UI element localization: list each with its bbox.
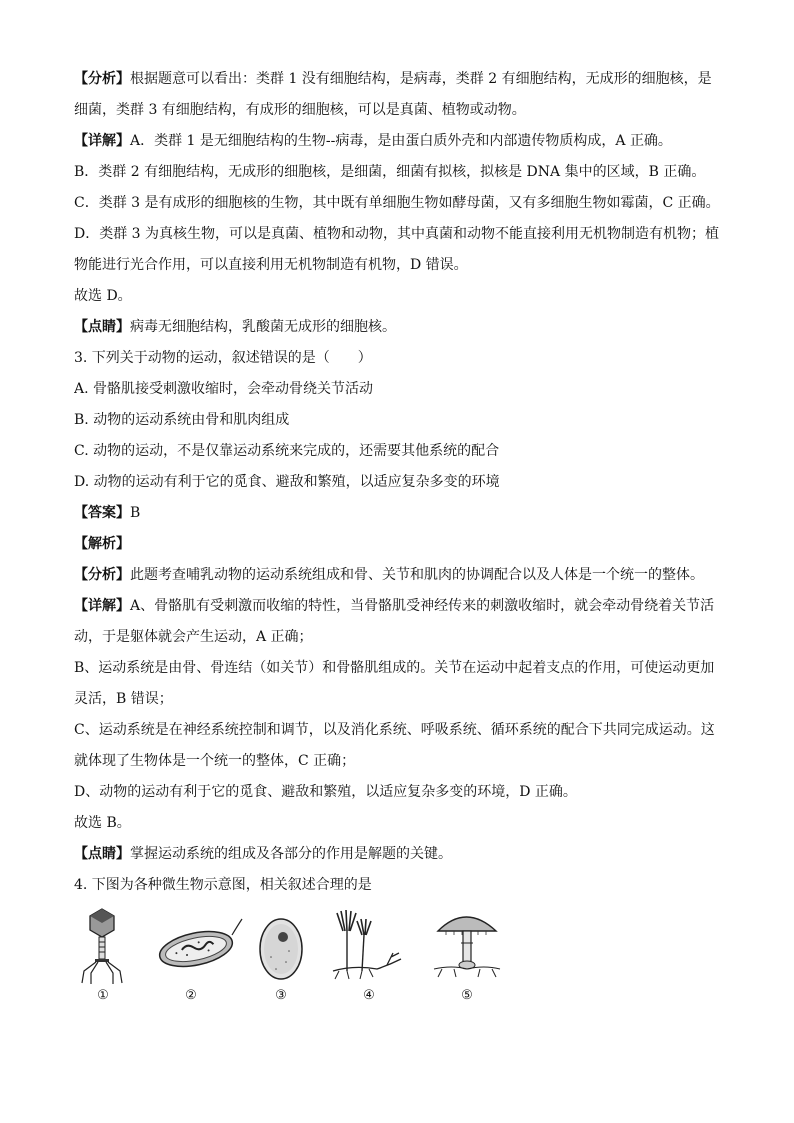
mushroom-icon	[432, 907, 502, 985]
tip-tag: 【点睛】	[74, 319, 130, 335]
q3-stem: 3. 下列关于动物的运动，叙述错误的是（ ）	[74, 350, 372, 366]
analysis-tag: 【分析】	[74, 71, 130, 87]
figure-label-5: ⑤	[461, 988, 473, 1003]
answer-tag: 【答案】	[74, 505, 130, 521]
q3-detail-d: D、动物的运动有利于它的觅食、避敌和繁殖，以适应复杂多变的环境，D 正确。	[74, 784, 577, 800]
q3-option-a: A. 骨骼肌接受刺激收缩时，会牵动骨绕关节活动	[74, 381, 374, 397]
q3-detail-a	[74, 591, 724, 653]
detail-a-text: A、骨骼肌有受刺激而收缩的特性，当骨骼肌受神经传来的刺激收缩时，就会牵动骨绕着关节活动，于是躯体就会产生运动，A 正确；	[74, 598, 715, 645]
q4-stem: 4. 下图为各种微生物示意图，相关叙述合理的是	[74, 877, 372, 893]
detail-tag: 【详解】	[74, 598, 130, 614]
tip-tag: 【点睛】	[74, 846, 130, 862]
tip-text: 病毒无细胞结构，乳酸菌无成形的细胞核。	[130, 319, 396, 335]
analysis-text: 根据题意可以看出：类群 1 没有细胞结构，是病毒，类群 2 有细胞结构，无成形的细胞核，是细菌，类群 3 有细胞结构，有成形的细胞核，可以是真菌、植物或动物。	[74, 71, 712, 118]
q3-option-c: C. 动物的运动，不是仅靠运动系统来完成的，还需要其他系统的配合	[74, 443, 500, 459]
q2-detail-a	[74, 126, 724, 157]
q3-explain-tag: 【解析】	[74, 536, 130, 552]
figure-label-3: ③	[275, 988, 287, 1003]
q3-detail-b: B、运动系统是由骨、骨连结（如关节）和骨骼肌组成的。关节在运动中起着支点的作用，可使运动更加灵活，B 错误；	[74, 660, 715, 707]
q3-option-b: B. 动物的运动系统由骨和肌肉组成	[74, 412, 290, 428]
bacterium-icon	[156, 907, 246, 985]
analysis-tag: 【分析】	[74, 567, 130, 583]
document-content	[74, 64, 724, 1007]
q2-analysis	[74, 64, 724, 126]
q3-detail-c: C、运动系统是在神经系统控制和调节，以及消化系统、呼吸系统、循环系统的配合下共同完成运动。这就体现了生物体是一个统一的整体，C 正确；	[74, 722, 715, 769]
microbe-figures	[74, 907, 724, 1007]
tip-text: 掌握运动系统的组成及各部分的作用是解题的关键。	[130, 846, 452, 862]
yeast-cell-icon	[256, 907, 306, 985]
mold-icon	[329, 907, 409, 985]
q3-option-d: D. 动物的运动有利于它的觅食、避敌和繁殖，以适应复杂多变的环境	[74, 474, 500, 490]
phage-icon	[76, 907, 128, 985]
q2-conclusion: 故选 D。	[74, 288, 132, 304]
detail-a-text: A．类群 1 是无细胞结构的生物--病毒，是由蛋白质外壳和内部遗传物质构成，A 正确。	[130, 133, 672, 149]
answer-value: B	[130, 505, 141, 521]
figure-label-1: ①	[97, 988, 109, 1003]
q3-answer	[74, 498, 724, 529]
figure-label-2: ②	[185, 988, 197, 1003]
figure-label-4: ④	[363, 988, 375, 1003]
q3-analysis	[74, 560, 724, 591]
analysis-text: 此题考查哺乳动物的运动系统组成和骨、关节和肌肉的协调配合以及人体是一个统一的整体。	[130, 567, 704, 583]
detail-tag: 【详解】	[74, 133, 130, 149]
q2-detail-b: B．类群 2 有细胞结构，无成形的细胞核，是细菌，细菌有拟核，拟核是 DNA 集中的区域，B 正确。	[74, 164, 706, 180]
q3-conclusion: 故选 B。	[74, 815, 131, 831]
q2-tip	[74, 312, 724, 343]
q2-detail-d: D．类群 3 为真核生物，可以是真菌、植物和动物，其中真菌和动物不能直接利用无机物制造有机物；植物能进行光合作用，可以直接利用无机物制造有机物，D 错误。	[74, 226, 720, 273]
q2-detail-c: C．类群 3 是有成形的细胞核的生物，其中既有单细胞生物如酵母菌，又有多细胞生物如霉菌，C 正确。	[74, 195, 720, 211]
q3-tip	[74, 839, 724, 870]
